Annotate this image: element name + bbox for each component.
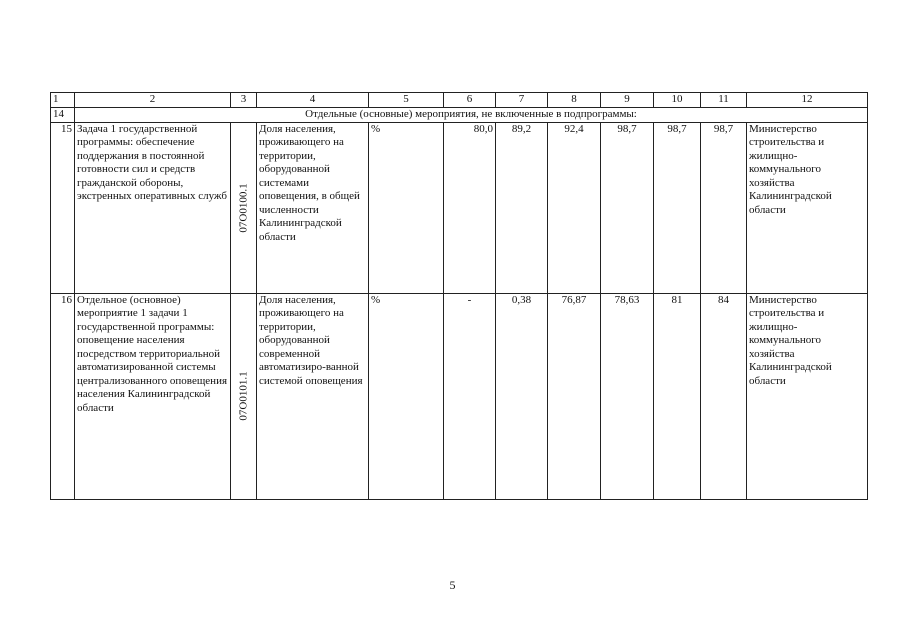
header-cell: 7	[496, 93, 548, 108]
value-cell: 81	[654, 293, 701, 499]
header-cell: 2	[75, 93, 231, 108]
code-cell	[231, 293, 257, 499]
table-row	[51, 293, 868, 499]
responsible-cell: Министерство строительства и жилищно-коммунального хозяйства Калининградской области	[747, 122, 868, 293]
value-cell: 98,7	[601, 122, 654, 293]
row-number: 15	[51, 122, 75, 293]
header-cell: 4	[257, 93, 369, 108]
header-cell: 10	[654, 93, 701, 108]
value-cell: 80,0	[444, 122, 496, 293]
indicator-name: Доля населения, проживающего на территории, оборудованной современной автоматизиро-ванной системой оповещения	[257, 293, 369, 499]
task-name: Задача 1 государственной программы: обеспечение поддержания в постоянной готовности сил и средств гражданской обороны, экстренных оперативных служб	[75, 122, 231, 293]
value-cell: 98,7	[701, 122, 747, 293]
code-text: 07О0100.1	[236, 182, 249, 233]
value-cell: -	[444, 293, 496, 499]
indicators-table	[50, 92, 868, 500]
responsible-cell: Министерство строительства и жилищно-коммунального хозяйства Калининградской области	[747, 293, 868, 499]
header-cell: 9	[601, 93, 654, 108]
value-cell: 0,38	[496, 293, 548, 499]
section-number: 14	[51, 108, 75, 123]
section-row	[51, 108, 868, 123]
value-cell: 92,4	[548, 122, 601, 293]
indicator-name: Доля населения, проживающего на территории, оборудованной системами оповещения, в общей численности Калининградской области	[257, 122, 369, 293]
code-text: 07О0101.1	[236, 371, 249, 421]
row-number: 16	[51, 293, 75, 499]
header-cell: 11	[701, 93, 747, 108]
section-title: Отдельные (основные) мероприятия, не включенные в подпрограммы:	[75, 108, 868, 123]
value-cell: 98,7	[654, 122, 701, 293]
table-row	[51, 122, 868, 293]
value-cell: 89,2	[496, 122, 548, 293]
header-cell: 3	[231, 93, 257, 108]
header-cell: 8	[548, 93, 601, 108]
header-cell: 6	[444, 93, 496, 108]
value-cell: 84	[701, 293, 747, 499]
header-cell: 1	[51, 93, 75, 108]
unit-cell: %	[369, 122, 444, 293]
code-cell	[231, 122, 257, 293]
header-cell: 5	[369, 93, 444, 108]
header-cell: 12	[747, 93, 868, 108]
value-cell: 76,87	[548, 293, 601, 499]
value-cell: 78,63	[601, 293, 654, 499]
task-name: Отдельное (основное) мероприятие 1 задачи 1 государственной программы: оповещение населения посредством территориальной автоматизированной системы централизованного оповещения населения Калининградской области	[75, 293, 231, 499]
page-number: 5	[449, 578, 456, 592]
header-row	[51, 93, 868, 108]
unit-cell: %	[369, 293, 444, 499]
